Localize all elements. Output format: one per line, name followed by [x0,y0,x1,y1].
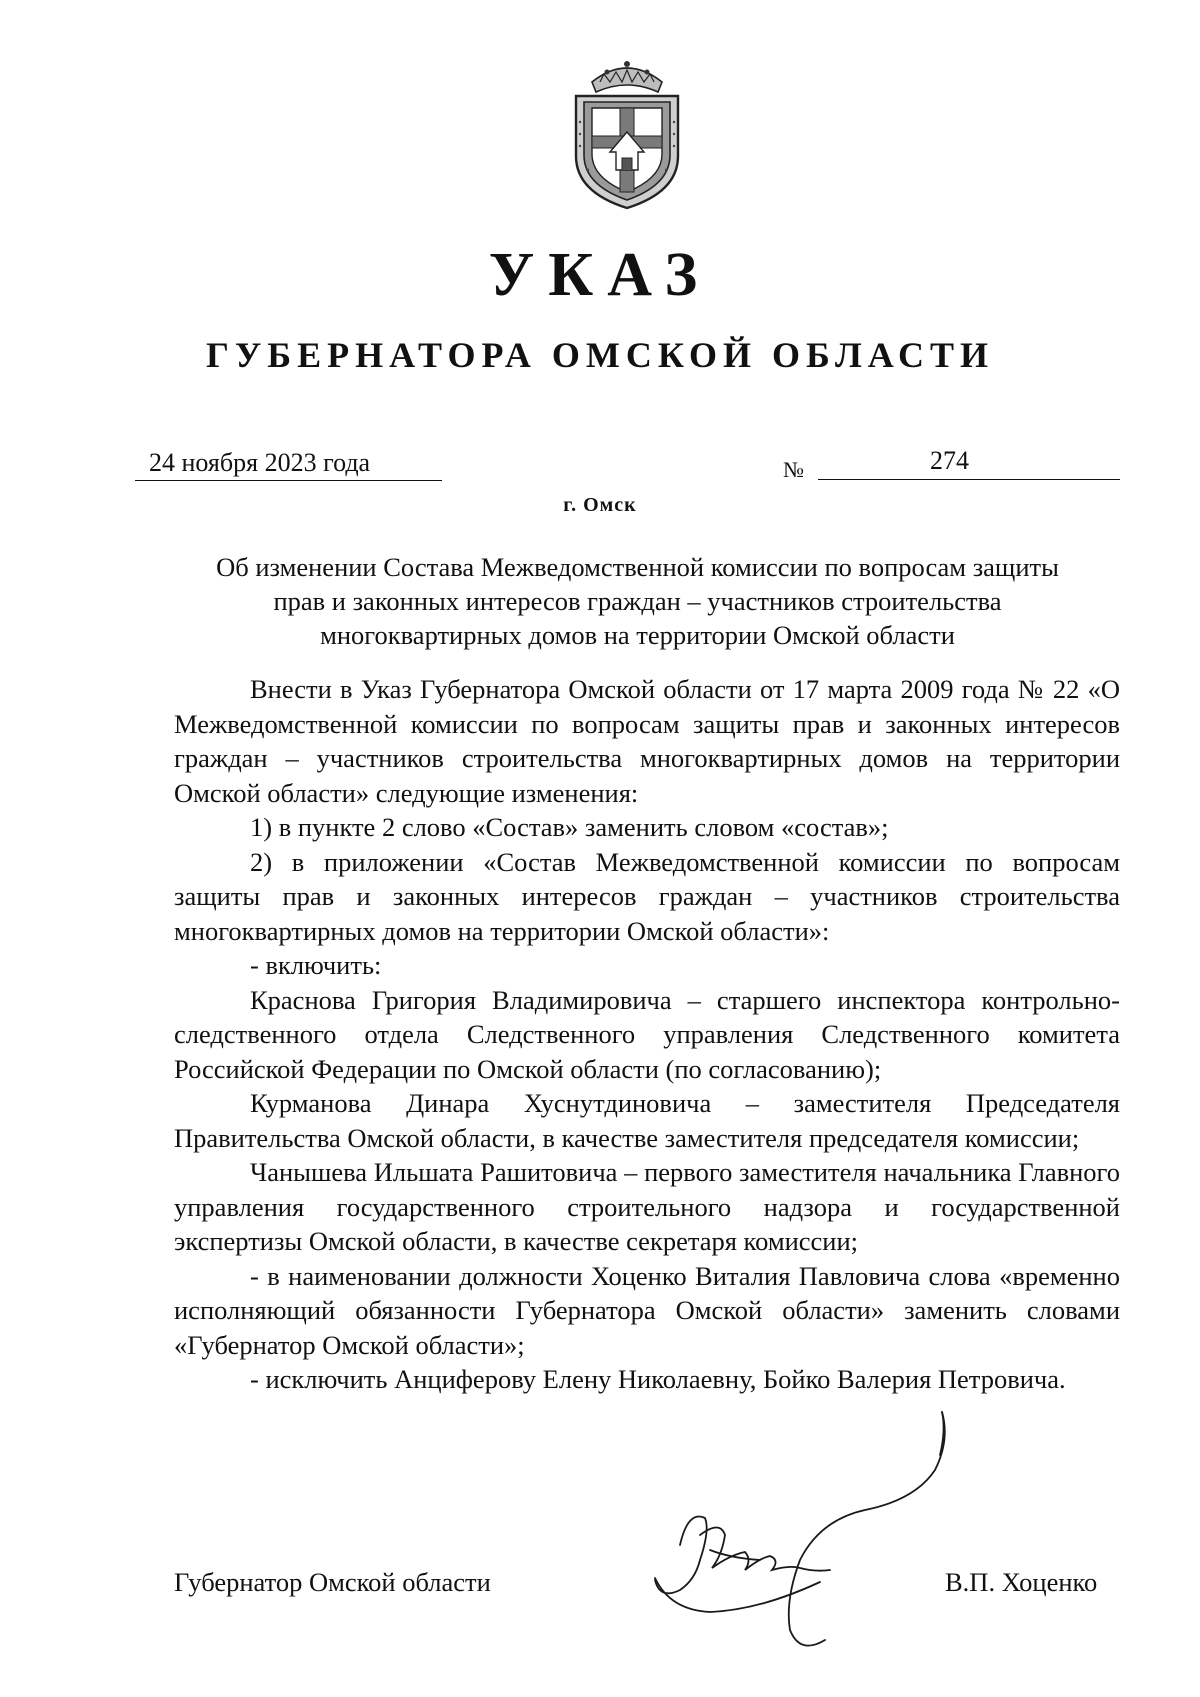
subject-line: многоквартирных домов на территории Омской области [320,620,955,650]
body-paragraph: Внести в Указ Губернатора Омской области от 17 марта 2009 года № 22 «О Межведомственной комиссии по вопросам защиты прав и законных интересов граждан – участников строительства многоквартирных домов на территории Омской области» следующие изменения: [174,674,1120,808]
subject-line: прав и законных интересов граждан – участников строительства [273,586,1002,616]
coat-of-arms-icon [562,52,692,214]
body-paragraph: Курманова Динара Хуснутдиновича – заместителя Председателя Правительства Омской области, в качестве заместителя председателя комиссии; [174,1088,1120,1153]
decree-body [174,672,1120,1397]
signatory-name: В.П. Хоценко [945,1567,1098,1597]
body-paragraph: 1) в пункте 2 слово «Состав» заменить словом «состав»; [250,812,889,842]
decree-number: 274 [818,446,1120,480]
decree-city: г. Омск [563,494,637,516]
body-paragraph: 2) в приложении «Состав Межведомственной комиссии по вопросам защиты прав и законных интересов граждан – участников строительства многоквартирных домов на территории Омской области»: [174,846,1120,946]
body-paragraph: Чанышева Ильшата Рашитовича – первого заместителя начальника Главного управления государственного строительного надзора и государственной экспертизы Омской области, в качестве секретаря комиссии; [174,1157,1120,1256]
decree-title: УКАЗ [488,241,712,309]
number-label: № [783,457,804,482]
body-paragraph: - включить: [250,950,382,980]
decree-date: 24 ноября 2023 года [135,447,442,481]
signatory-position: Губернатор Омской области [174,1567,491,1597]
decree-subject [170,550,1105,652]
decree-subtitle: ГУБЕРНАТОРА ОМСКОЙ ОБЛАСТИ [205,335,995,375]
body-paragraph: Краснова Григория Владимировича – старшего инспектора контрольно-следственного отдела Следственного управления Следственного комитета Российской Федерации по Омской области (по согласованию); [174,984,1120,1084]
body-paragraph: - в наименовании должности Хоценко Виталия Павловича слова «временно исполняющий обязанности Губернатора Омской области» заменить словами «Губернатор Омской области»; [174,1260,1120,1360]
body-paragraph: - исключить Анциферову Елену Николаевну, Бойко Валерия Петровича. [250,1364,1066,1394]
subject-line: Об изменении Состава Межведомственной комиссии по вопросам защиты [216,552,1059,582]
handwritten-signature [650,1360,1090,1670]
